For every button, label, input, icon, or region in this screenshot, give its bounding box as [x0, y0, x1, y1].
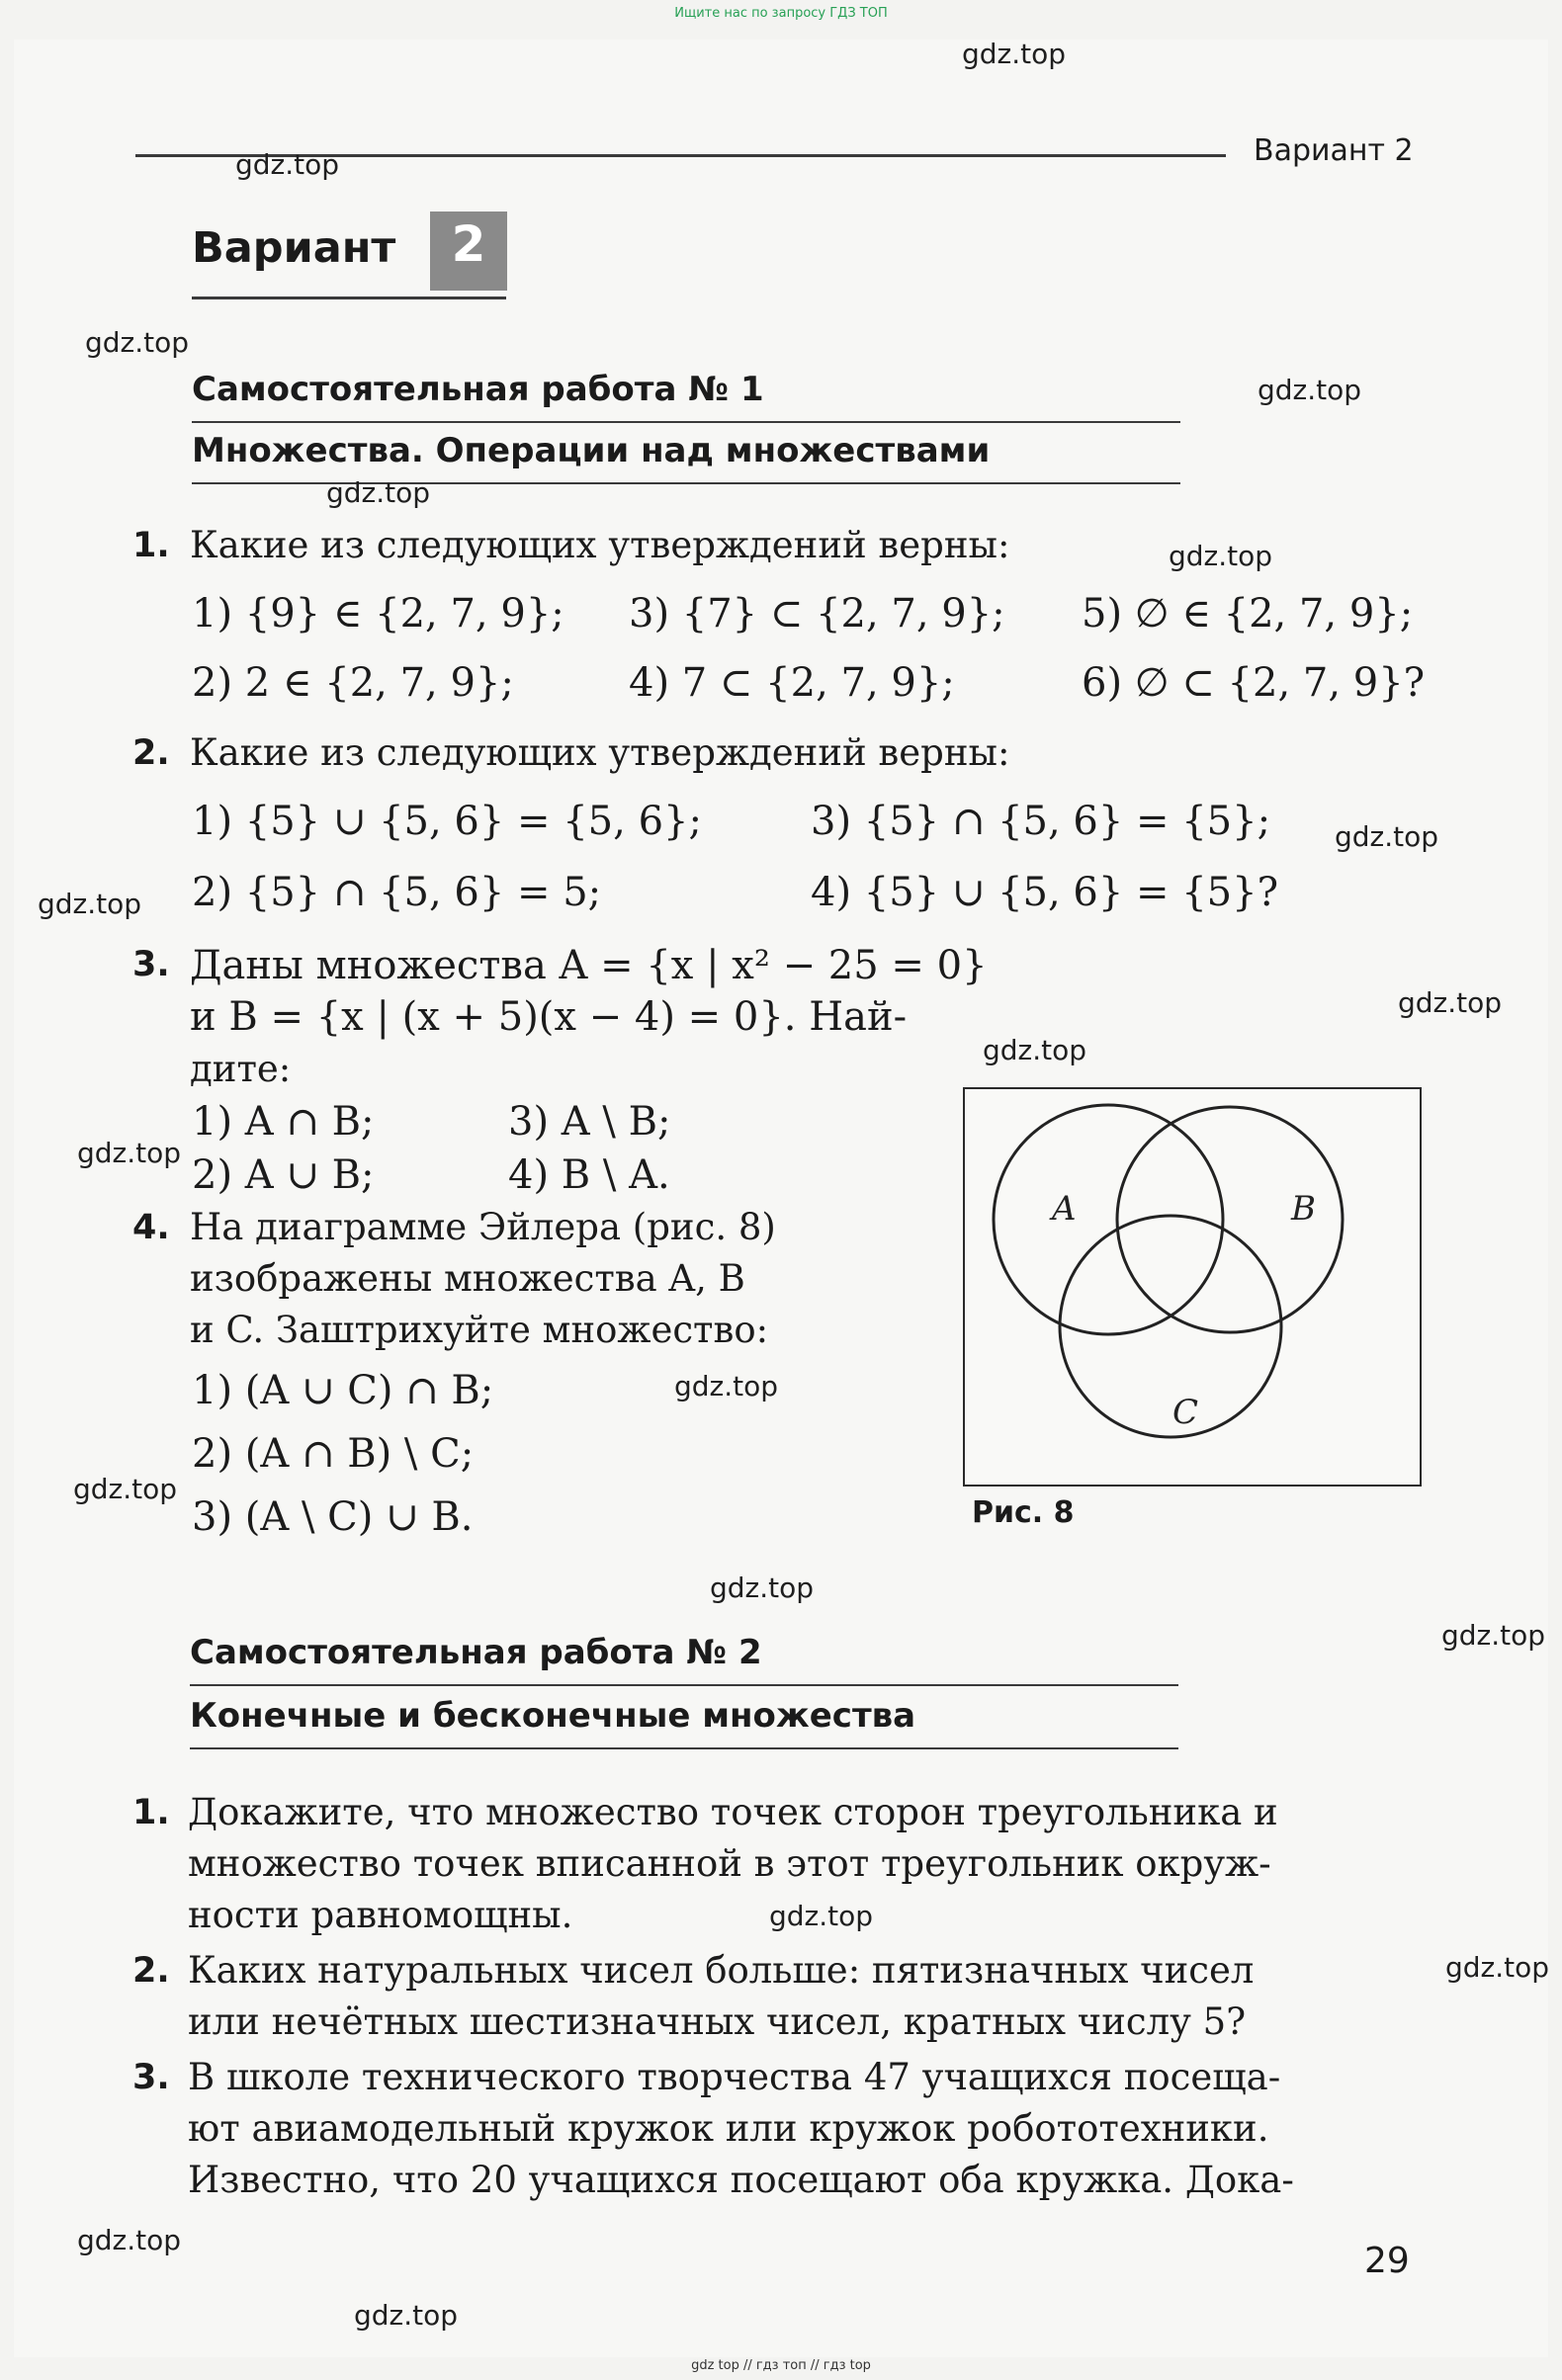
task-line: множество точек вписанной в этот треугольник окруж- [188, 1842, 1271, 1885]
task-line: Докажите, что множество точек сторон треугольника и [188, 1791, 1278, 1833]
euler-diagram-svg [965, 1089, 1420, 1485]
statement: 2) {5} ∩ {5, 6} = 5; [192, 870, 602, 915]
statement: 1) (A ∪ C) ∩ B; [192, 1368, 494, 1413]
task-number: 3. [132, 945, 170, 984]
task-line: ют авиамодельный кружок или кружок робототехники. [188, 2107, 1269, 2150]
statement: 1) {5} ∪ {5, 6} = {5, 6}; [192, 799, 702, 844]
task-line: В школе технического творчества 47 учащихся посеща- [188, 2056, 1281, 2098]
statement: 4) {5} ∪ {5, 6} = {5}? [811, 870, 1279, 915]
task-number: 2. [132, 1951, 170, 1991]
sw1-rule [192, 421, 1180, 423]
statement: 2) (A ∩ B) \ C; [192, 1431, 475, 1477]
statement: 3) {7} ⊂ {2, 7, 9}; [629, 591, 1005, 637]
watermark: gdz.top [1258, 374, 1362, 406]
task-line: и C. Заштрихуйте множество: [190, 1309, 769, 1351]
task-line: Известно, что 20 учащихся посещают оба кружка. Дока- [188, 2159, 1294, 2201]
watermark: gdz.top [77, 2224, 182, 2256]
task-line: ности равномощны. [188, 1894, 573, 1936]
task-number: 4. [132, 1208, 170, 1247]
sw1-heading: Самостоятельная работа № 1 [192, 370, 764, 409]
sw2-subheading: Конечные и бесконечные множества [190, 1696, 916, 1736]
statement: 2) A ∪ B; [192, 1152, 375, 1198]
sw1-subheading: Множества. Операции над множествами [192, 431, 991, 470]
task-line: Каких натуральных чисел больше: пятизначных чисел [188, 1949, 1255, 1992]
task-number: 3. [132, 2058, 170, 2097]
watermark: gdz.top [710, 1572, 815, 1604]
watermark: gdz.top [326, 476, 431, 509]
watermark: gdz.top [1169, 540, 1273, 572]
running-header: Вариант 2 [1254, 133, 1414, 168]
task-line: дите: [190, 1048, 292, 1090]
figure-caption: Рис. 8 [972, 1495, 1075, 1530]
task-prompt: Какие из следующих утверждений верны: [190, 524, 1010, 566]
task-line: изображены множества A, B [190, 1257, 745, 1300]
statement: 4) 7 ⊂ {2, 7, 9}; [629, 660, 955, 706]
top-note: Ищите нас по запросу ГДЗ ТОП [674, 6, 888, 21]
watermark: gdz.top [85, 326, 190, 359]
label-b: B [1291, 1189, 1316, 1229]
statement: 5) ∅ ∈ {2, 7, 9}; [1082, 591, 1414, 637]
task-number: 2. [132, 733, 170, 773]
task-line: или нечётных шестизначных чисел, кратных числу 5? [188, 2000, 1247, 2043]
sw2-subrule [190, 1747, 1178, 1749]
watermark: gdz.top [983, 1034, 1087, 1066]
task-number: 1. [132, 1793, 170, 1832]
watermark: gdz.top [38, 888, 142, 920]
task-line: Даны множества A = {x | x² − 25 = 0} [190, 943, 988, 988]
statement: 1) {9} ∈ {2, 7, 9}; [192, 591, 564, 637]
euler-diagram [963, 1087, 1422, 1487]
watermark: gdz.top [1398, 986, 1503, 1019]
circle-a [994, 1105, 1223, 1334]
variant-title: Вариант [192, 223, 396, 273]
statement: 6) ∅ ⊂ {2, 7, 9}? [1082, 660, 1426, 706]
task-number: 1. [132, 526, 170, 565]
watermark: gdz.top [962, 38, 1067, 70]
task-prompt: Какие из следующих утверждений верны: [190, 731, 1010, 774]
statement: 4) B \ A. [508, 1152, 670, 1198]
task-line: На диаграмме Эйлера (рис. 8) [190, 1206, 776, 1248]
watermark: gdz.top [73, 1473, 178, 1505]
sw2-rule [190, 1684, 1178, 1686]
watermark: gdz.top [1445, 1951, 1550, 1984]
watermark: gdz.top [674, 1370, 779, 1402]
watermark: gdz.top [769, 1900, 874, 1932]
sw2-heading: Самостоятельная работа № 2 [190, 1633, 762, 1672]
label-c: C [1172, 1393, 1199, 1432]
bottom-note: gdz top // гдз топ // гдз top [691, 2358, 871, 2373]
statement: 3) {5} ∩ {5, 6} = {5}; [811, 799, 1271, 844]
watermark: gdz.top [1441, 1619, 1546, 1652]
statement: 1) A ∩ B; [192, 1099, 375, 1145]
watermark: gdz.top [235, 148, 340, 181]
statement: 3) (A \ C) ∪ B. [192, 1494, 474, 1540]
watermark: gdz.top [1335, 820, 1439, 853]
watermark: gdz.top [354, 2299, 459, 2332]
statement: 3) A \ B; [508, 1099, 671, 1145]
variant-number: 2 [451, 215, 486, 273]
page-number: 29 [1364, 2241, 1410, 2281]
watermark: gdz.top [77, 1137, 182, 1169]
label-a: A [1052, 1189, 1077, 1229]
circle-c [1060, 1216, 1281, 1437]
task-line: и B = {x | (x + 5)(x − 4) = 0}. Най- [190, 994, 908, 1040]
statement: 2) 2 ∈ {2, 7, 9}; [192, 660, 514, 706]
title-rule [192, 297, 506, 299]
